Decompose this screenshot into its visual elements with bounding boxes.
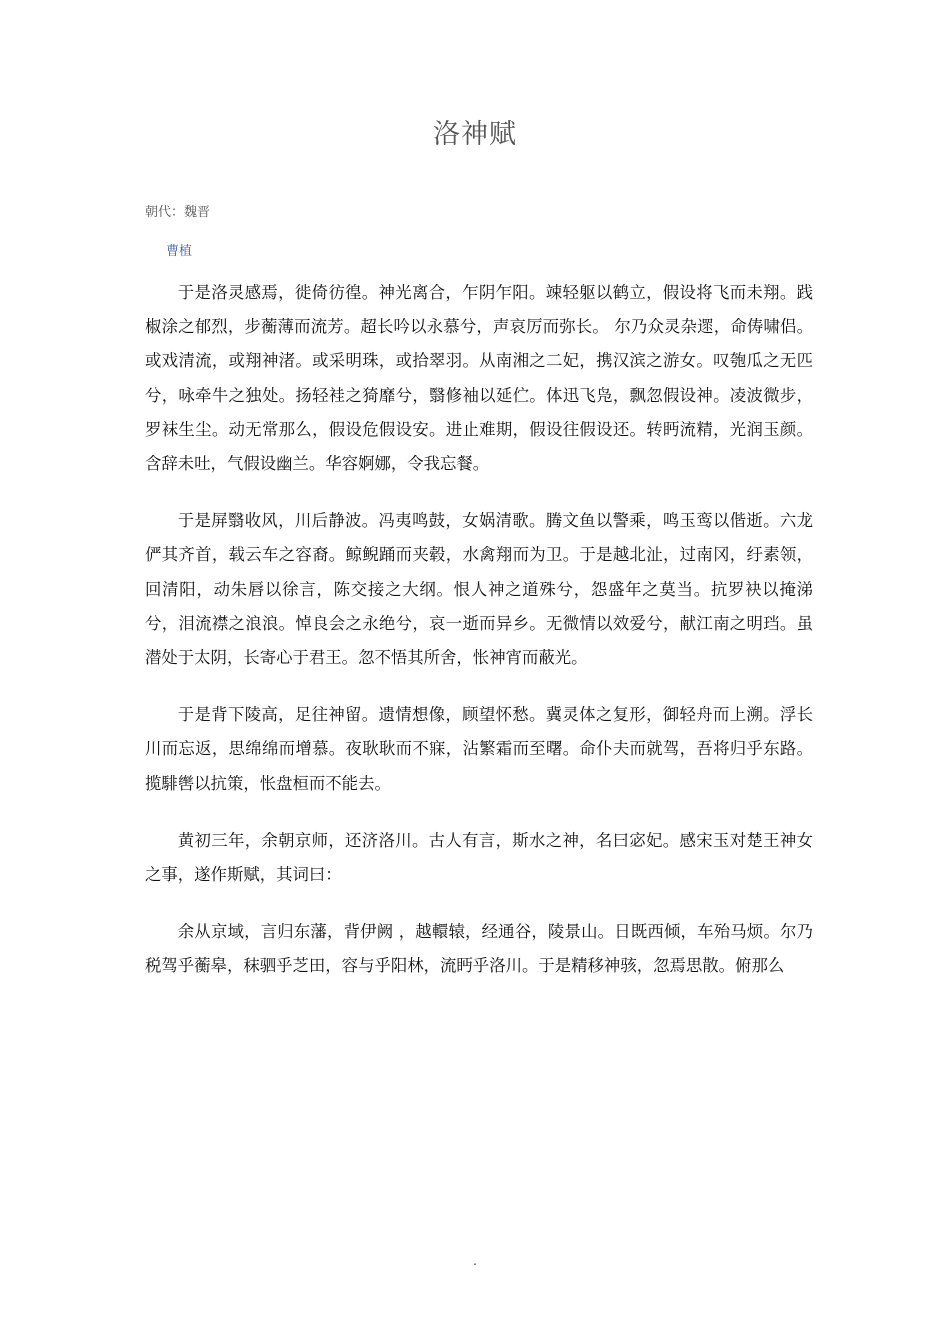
page-title: 洛神赋: [433, 119, 517, 150]
author-link[interactable]: 曹植: [166, 244, 193, 259]
dynasty-label: 朝代：魏晋: [145, 205, 211, 220]
page-footer-mark: .: [473, 1254, 477, 1268]
paragraph-2: 于是屏翳收风，川后静波。冯夷鸣鼓，女娲清歌。腾文鱼以警乘，鸣玉鸾以偕逝。六龙俨其齐首，载云车之容裔。鲸鲵踊而夹毂，水禽翔而为卫。于是越北沚，过南冈，纡素领，回清阳，动朱唇以徐言，陈交接之大纲。恨人神之道殊兮，怨盛年之莫当。抗罗袂以掩涕兮，泪流襟之浪浪。悼良会之永绝兮，哀一逝而异乡。无微情以效爱兮，献江南之明珰。虽潜处于太阴，长寄心于君王。忽不悟其所舍，怅神宵而蔽光。: [145, 511, 813, 668]
paragraph-1: 于是洛灵感焉，徙倚彷徨。神光离合，乍阴乍阳。竦轻躯以鹤立，假设将飞而未翔。践椒涂之郁烈，步蘅薄而流芳。超长吟以永慕兮，声哀厉而弥长。 尔乃众灵杂遝，命俦啸侣。或戏清流，或翔神渚。或采明珠，或拾翠羽。从南湘之二妃，携汉滨之游女。叹匏瓜之无匹兮，咏牵牛之独处。扬轻袿之猗靡兮，翳修袖以延伫。体迅飞凫，飘忽假设神。凌波微步，罗袜生尘。动无常那么，假设危假设安。进止难期，假设往假设还。转眄流精，光润玉颜。含辞未吐，气假设幽兰。华容婀娜，令我忘餐。: [145, 283, 813, 474]
paragraph-4: 黄初三年，余朝京师，还济洛川。古人有言，斯水之神，名曰宓妃。感宋玉对楚王神女之事，遂作斯赋，其词曰：: [145, 830, 813, 885]
paragraph-3: 于是背下陵高，足往神留。遗情想像，顾望怀愁。冀灵体之复形，御轻舟而上溯。浮长川而忘返，思绵绵而增慕。夜耿耿而不寐，沾繁霜而至曙。命仆夫而就驾，吾将归乎东路。揽騑辔以抗策，怅盘桓而不能去。: [145, 705, 813, 793]
paragraph-5: 余从京域，言归东藩，背伊阙 ，越轘辕，经通谷，陵景山。日既西倾，车殆马烦。尔乃税驾乎蘅皋，秣驷乎芝田，容与乎阳林，流眄乎洛川。于是精移神骇，忽焉思散。俯那么: [145, 922, 813, 976]
body-text: [145, 276, 813, 1007]
